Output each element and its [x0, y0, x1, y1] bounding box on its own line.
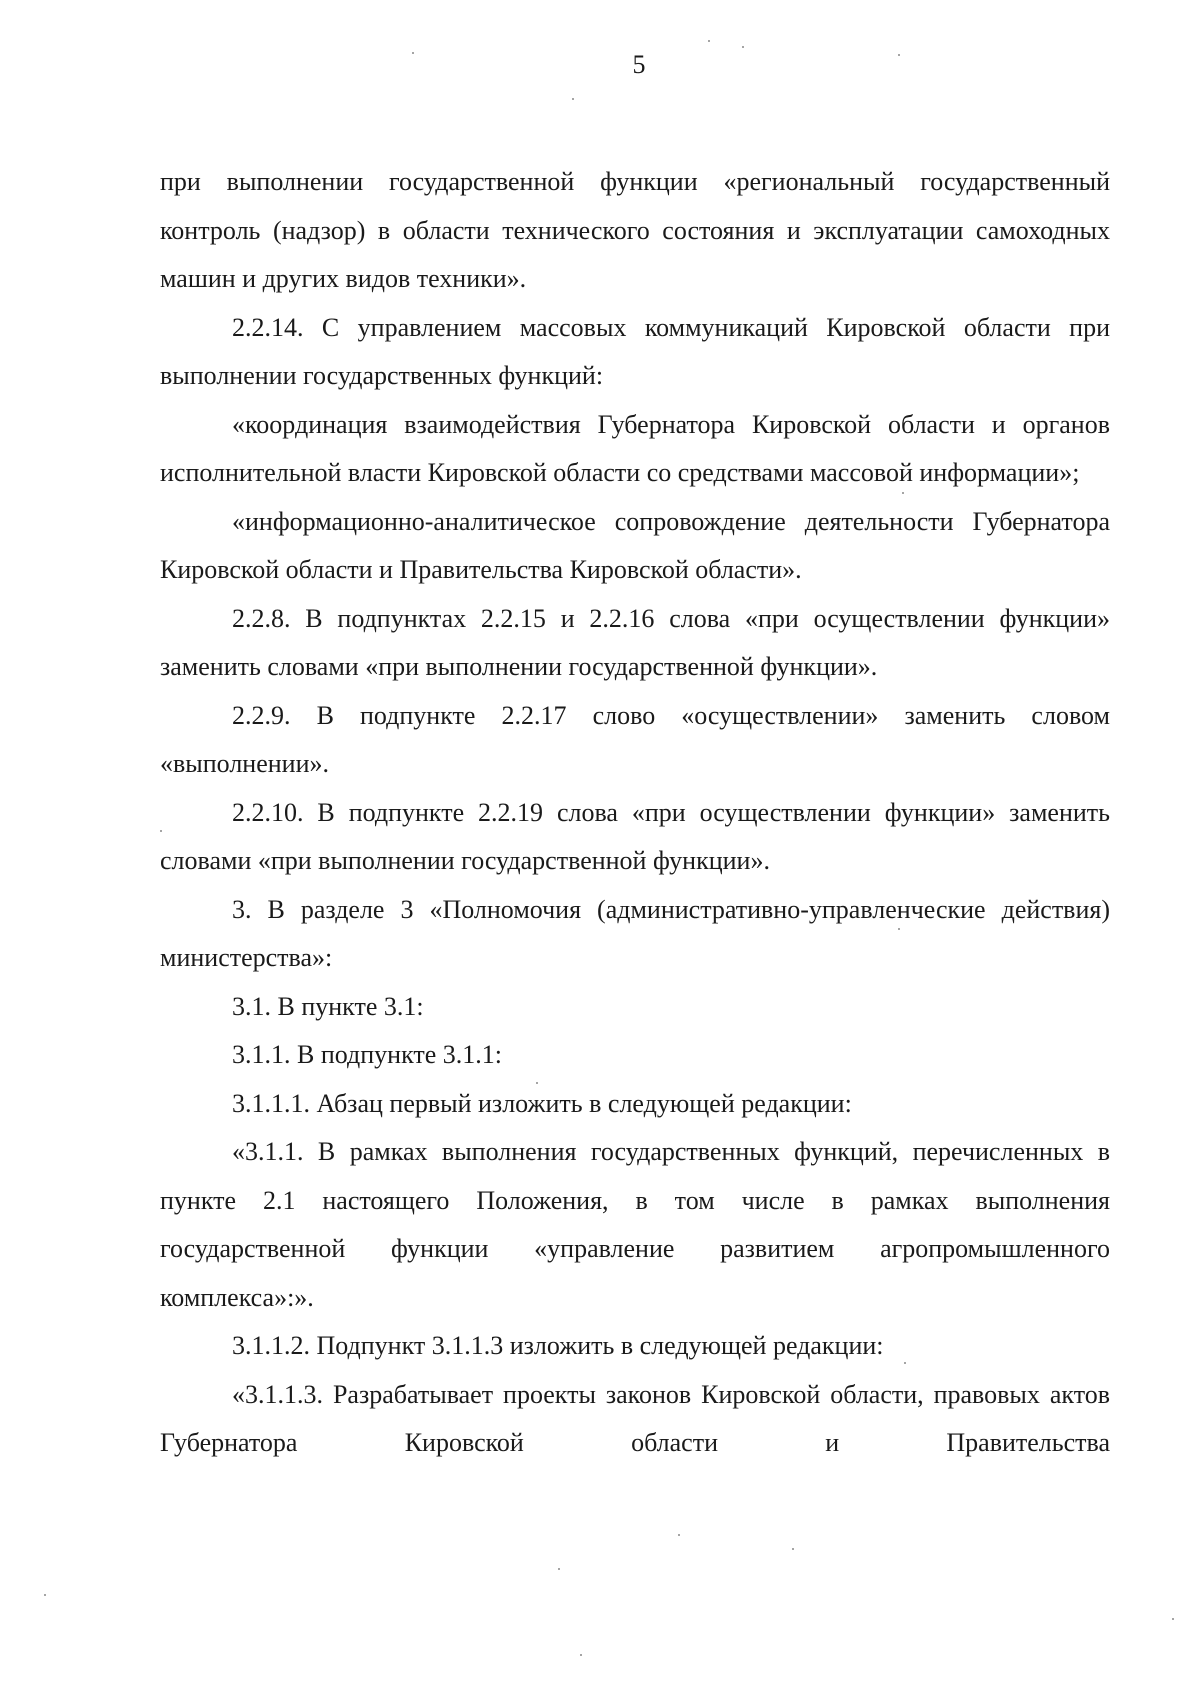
scan-speck	[572, 98, 574, 100]
scan-speck	[898, 928, 900, 930]
scan-speck	[904, 1362, 906, 1364]
scan-speck	[708, 40, 710, 42]
scan-speck	[536, 1082, 538, 1084]
paragraph: 2.2.8. В подпунктах 2.2.15 и 2.2.16 слова «при осуществлении функции» заменить словами «при выполнении государственной функции».	[160, 603, 1110, 681]
paragraph: 2.2.10. В подпункте 2.2.19 слова «при осуществлении функции» заменить словами «при выполнении государственной функции».	[160, 797, 1110, 875]
paragraph: 3.1. В пункте 3.1:	[232, 991, 424, 1021]
paragraph: «информационно-аналитическое сопровождение деятельности Губернатора Кировской области и Правительства Кировской области».	[160, 506, 1110, 584]
scan-speck	[412, 52, 414, 54]
page-number: 5	[632, 50, 646, 79]
paragraph: 2.2.9. В подпункте 2.2.17 слово «осуществлении» заменить словом «выполнении».	[160, 700, 1110, 778]
scan-speck	[44, 1594, 46, 1596]
scan-speck	[898, 54, 900, 56]
paragraph: 3. В разделе 3 «Полномочия (административно-управленческие действия) министерства»:	[160, 894, 1110, 972]
paragraph: «3.1.1. В рамках выполнения государственных функций, перечисленных в пункте 2.1 настоящего Положения, в том числе в рамках выполнения государственной функции «управление развитием агропромышленного комплекса»:».	[160, 1137, 1110, 1312]
paragraph: при выполнении государственной функции «региональный государственный контроль (надзор) в области технического состояния и эксплуатации самоходных машин и других видов техники».	[160, 167, 1110, 293]
document-body	[160, 158, 1110, 1468]
paragraph: 3.1.1.1. Абзац первый изложить в следующей редакции:	[232, 1088, 852, 1118]
scan-speck	[1172, 1618, 1174, 1620]
scan-speck	[678, 1534, 680, 1536]
scan-speck	[580, 1654, 582, 1656]
scan-speck	[792, 1548, 794, 1550]
paragraph: 3.1.1. В подпункте 3.1.1:	[232, 1040, 502, 1069]
paragraph: «3.1.1.3. Разрабатывает проекты законов Кировской области, правовых актов Губернатора Кировской области и Правительства	[160, 1379, 1110, 1457]
scan-speck	[742, 46, 744, 48]
paragraph: «координация взаимодействия Губернатора Кировской области и органов исполнительной власти Кировской области со средствами массовой информации»;	[160, 409, 1110, 487]
scan-speck	[902, 492, 904, 494]
paragraph: 3.1.1.2. Подпункт 3.1.1.3 изложить в следующей редакции:	[232, 1331, 884, 1360]
paragraph: 2.2.14. С управлением массовых коммуникаций Кировской области при выполнении государственных функций:	[160, 312, 1110, 390]
scan-speck	[160, 830, 162, 832]
scan-speck	[558, 1568, 560, 1570]
